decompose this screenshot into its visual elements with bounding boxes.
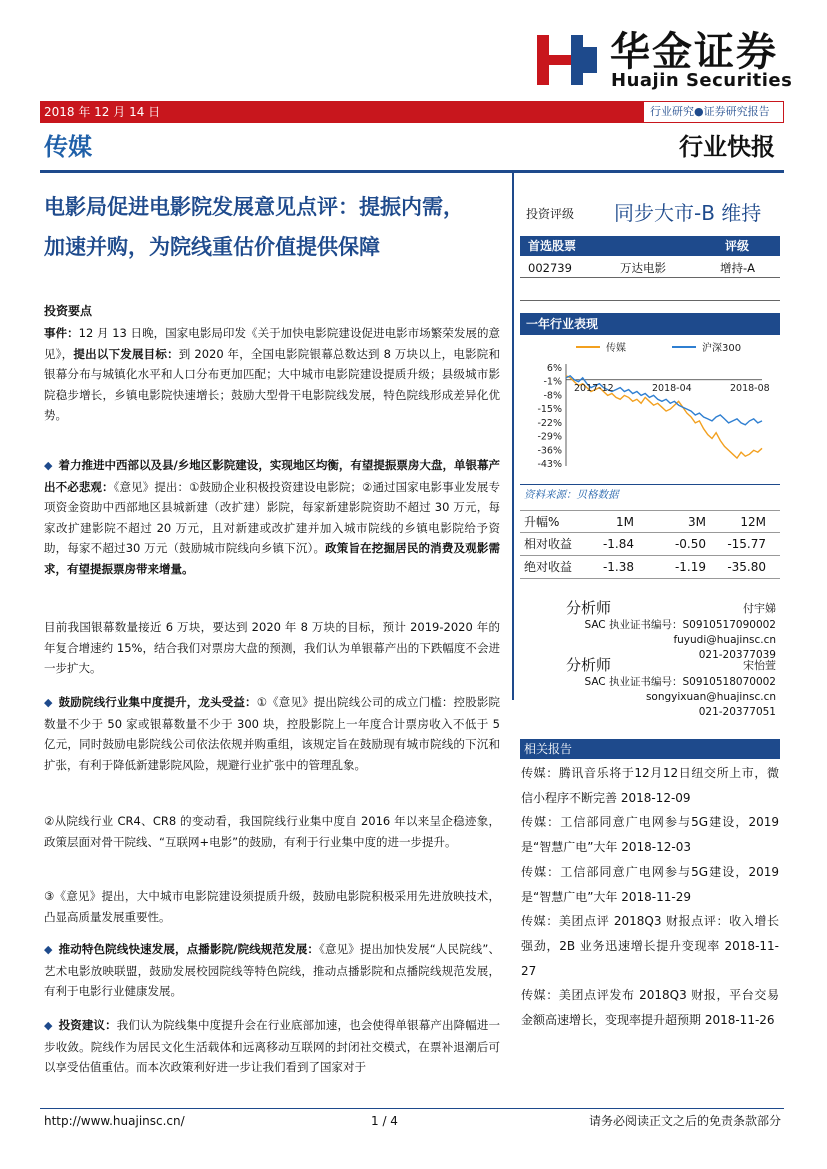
- bullet-4-bold: 投资建议：: [58, 1018, 117, 1032]
- analyst-role: 分析师: [566, 599, 612, 617]
- report-date: 2018 年 12 月 14 日: [44, 105, 161, 119]
- y-tick-label: 6%: [546, 363, 562, 374]
- event-bold: 提出以下发展目标：: [73, 346, 179, 361]
- event-text-2: 到 2020 年，全国电影院银幕总数达到 8 万块以上，电影院和银幕分布与城镇化水平和人口分布更加匹配；大中城市电影院建设提质升级；县级城市影院稳步增长，乡镇电影院快速增长；鼓励大型骨干电影院线发展，特色院线形成差异化优势。: [44, 346, 501, 422]
- stock-header-col-2: 评级: [725, 239, 750, 253]
- bullet-2: [44, 692, 500, 775]
- header-divider: [40, 170, 784, 173]
- stock-header-col-1: 首选股票: [528, 239, 577, 253]
- performance-title: 一年行业表现: [520, 313, 780, 335]
- y-tick-label: -8%: [543, 390, 562, 402]
- related-reports-title: 相关报告: [520, 739, 780, 759]
- stock-name: 万达电影: [620, 261, 666, 275]
- x-tick-label: 2018-04: [652, 382, 692, 394]
- stock-rating: 增持-A: [720, 261, 756, 275]
- paragraph-4: ③《意见》提出，大中城市电影院建设须提质升级，鼓励电影院积极采用先进放映技术，凸显高质量发展重要性。: [44, 889, 500, 924]
- analyst-email[interactable]: songyixuan@huajinsc.cn: [645, 691, 776, 703]
- disclaimer-note: 请务必阅读正文之后的免责条款部分: [589, 1114, 782, 1128]
- perf-value-3m: -0.50: [674, 537, 706, 551]
- analyst-card: [520, 598, 780, 663]
- performance-table: [520, 510, 780, 579]
- chart-zero-line: [566, 364, 762, 466]
- perf-value-3m: -1.19: [674, 560, 706, 574]
- analyst-phone: 021-20377051: [698, 706, 776, 718]
- brand-logo-icon: [537, 35, 601, 85]
- perf-header-3m: 3M: [688, 515, 706, 529]
- stock-table-header: [520, 236, 780, 256]
- analyst-card: [520, 655, 780, 720]
- related-report-item[interactable]: 传媒：工信部同意广电网参与5G建设，2019是“智慧广电”大年 2018-11-29: [521, 864, 779, 904]
- related-report-item[interactable]: 传媒：美团点评 2018Q3 财报点评：收入增长强劲，2B 业务迅速增长提升变现率 2018-11-27: [521, 914, 779, 978]
- analyst-role: 分析师: [566, 656, 612, 674]
- bullet-2-text: ①《意见》提出院线公司的成立门槛：控股影院数量不少于 50 家或银幕数量不少于 300 块，控股影院上一年度合计票房收入不低于 5 亿元，同时鼓励电影院线公司依法依规并购重组，该规定旨在鼓励现有城市院线的下沉和扩张，有利于降低新建影院风险，规避行业扩张中的管理乱象。: [44, 695, 501, 772]
- stock-code: 002739: [528, 261, 572, 275]
- paragraph-2: 目前我国银幕数量接近 6 万块，要达到 2020 年 8 万块的目标，预计 2019-2020 年的年复合增速约 15%，结合我们对票房大盘的预测，我们认为单银幕产出的下跌幅度不会进一步扩大。: [44, 620, 500, 675]
- perf-value-12m: -15.77: [727, 537, 766, 551]
- perf-table-header: [520, 510, 780, 533]
- y-tick-label: -1%: [543, 376, 562, 388]
- diamond-bullet-icon: ◆: [44, 943, 53, 956]
- analyst-name: 付宇娣: [743, 602, 776, 615]
- brand-name-en: Huajin Securities: [611, 70, 793, 91]
- bullet-1-text: 《意见》提出：①鼓励企业积极投资建设电影院；②通过国家电影事业发展专项资金资助中西部地区县城新建（改扩建）影院，每家新建影院资助不超过 30 万元，每家改扩建影院不超过 20 万元，且对新建或改扩建并加入城市院线的乡镇电影院给予资助，每家不超过30 万元（鼓励城市院线向乡镇下沉）。: [44, 479, 500, 555]
- analyst-phone: 021-20377039: [698, 649, 776, 661]
- bullet-4: [44, 1015, 500, 1078]
- bullet-1-bold-2: 政策旨在挖掘居民的消费及观影需求，有望提振票房带来增量。: [44, 541, 501, 576]
- y-tick-label: -29%: [537, 431, 562, 443]
- bullet-4-text: 我们认为院线集中度提升会在行业底部加速，也会使得单银幕产出降幅进一步收敛。院线作为居民文化生活载体和远离移动互联网的封闭社交模式，在票补退潮后可以享受估值重估。而本次政策利好进一步让我们看到了国家对于: [44, 1018, 501, 1074]
- analyst-cert: SAC 执业证书编号：S0910518070002: [584, 676, 776, 688]
- event-label: 事件：: [44, 326, 79, 340]
- report-title-line-2: 加速并购，为院线重估价值提供保障: [44, 235, 380, 259]
- perf-value-12m: -35.80: [727, 560, 766, 574]
- perf-header-1m: 1M: [616, 515, 634, 529]
- legend-label: 传媒: [606, 343, 626, 354]
- perf-row-label: 绝对收益: [524, 560, 573, 574]
- page-number: 1 / 4: [371, 1114, 398, 1128]
- related-report-item[interactable]: 传媒：腾讯音乐将于12月12日纽交所上市，微信小程序不断完善 2018-12-09: [521, 766, 779, 805]
- perf-row-absolute: [520, 556, 780, 579]
- report-title-line-1: 电影局促进电影院发展意见点评：提振内需，: [44, 195, 464, 219]
- bullet-1-bold: 着力推进中西部以及县/乡地区影院建设，实现地区均衡，有望提振票房大盘，单银幕产出不必悲观：: [44, 458, 500, 494]
- chart-y-ticks: [537, 363, 562, 470]
- diamond-bullet-icon: ◆: [44, 459, 53, 472]
- chart-source: 资料来源：贝格数据: [524, 489, 619, 501]
- y-tick-label: -36%: [537, 445, 562, 457]
- y-tick-label: -43%: [537, 459, 562, 470]
- report-tag: 行业研究●证券研究报告: [650, 105, 770, 118]
- stock-table-bottom-rule: [520, 300, 780, 301]
- x-tick-label: 2017-12: [574, 382, 614, 394]
- stock-row: [520, 258, 780, 278]
- chart-legend: [576, 341, 741, 354]
- diamond-bullet-icon: ◆: [44, 1019, 53, 1032]
- analyst-name: 宋怡萱: [743, 659, 776, 672]
- brand-name-cn: 华金证券: [610, 29, 778, 75]
- section-title: 投资要点: [44, 304, 93, 318]
- performance-chart: [520, 338, 780, 478]
- paragraph-3: ②从院线行业 CR4、CR8 的变动看，我国院线行业集中度自 2016 年以来呈企稳迹象，政策层面对骨干院线、“互联网+电影”的鼓励，有利于行业集中度的进一步提升。: [44, 814, 500, 849]
- related-report-item[interactable]: 传媒：美团点评发布 2018Q3 财报，平台交易金额高速增长，变现率提升超预期 2018-11-26: [521, 988, 779, 1028]
- related-report-item[interactable]: 传媒：工信部同意广电网参与5G建设，2019是“智慧广电”大年 2018-12-03: [521, 815, 779, 855]
- perf-row-relative: [520, 533, 780, 556]
- chart-source-rule: [520, 484, 780, 485]
- report-type: 行业快报: [679, 133, 775, 161]
- bullet-3: [44, 939, 500, 1002]
- y-tick-label: -22%: [537, 417, 562, 429]
- footer-url[interactable]: http://www.huajinsc.cn/: [44, 1114, 185, 1128]
- legend-label: 沪深300: [702, 343, 742, 354]
- perf-header-label: 升幅%: [524, 515, 560, 529]
- perf-row-label: 相对收益: [524, 537, 573, 551]
- related-reports-list: [521, 761, 779, 1033]
- analyst-cert: SAC 执业证书编号：S0910517090002: [584, 619, 776, 631]
- x-tick-label: 2018-08: [730, 382, 770, 394]
- bullet-2-bold: 鼓励院线行业集中度提升，龙头受益：: [58, 695, 257, 709]
- footer-divider: [40, 1108, 784, 1109]
- event-paragraph: [44, 323, 500, 426]
- chart-x-ticks: [574, 383, 770, 394]
- analyst-email[interactable]: fuyudi@huajinsc.cn: [673, 634, 776, 646]
- perf-header-12m: 12M: [740, 515, 766, 529]
- column-divider: [512, 172, 514, 700]
- bullet-3-text: 《意见》提出加快发展“人民院线”、艺术电影放映联盟，鼓励发展校园院线等特色院线，推动点播影院和点播院线规范发展，有利于电影行业健康发展。: [44, 942, 500, 998]
- perf-value-1m: -1.38: [602, 560, 634, 574]
- bullet-3-bold: 推动特色院线快速发展，点播影院/院线规范发展：: [58, 942, 320, 956]
- event-text: 12 月 13 日晚，国家电影局印发《关于加快电影院建设促进电影市场繁荣发展的意见》，: [44, 326, 500, 361]
- rating-value: 同步大市-B 维持: [614, 201, 762, 225]
- y-tick-label: -15%: [537, 404, 562, 416]
- bullet-1: [44, 455, 500, 579]
- rating-label: 投资评级: [526, 207, 575, 221]
- sector-name: 传媒: [44, 133, 92, 161]
- diamond-bullet-icon: ◆: [44, 696, 53, 709]
- perf-value-1m: -1.84: [602, 537, 634, 551]
